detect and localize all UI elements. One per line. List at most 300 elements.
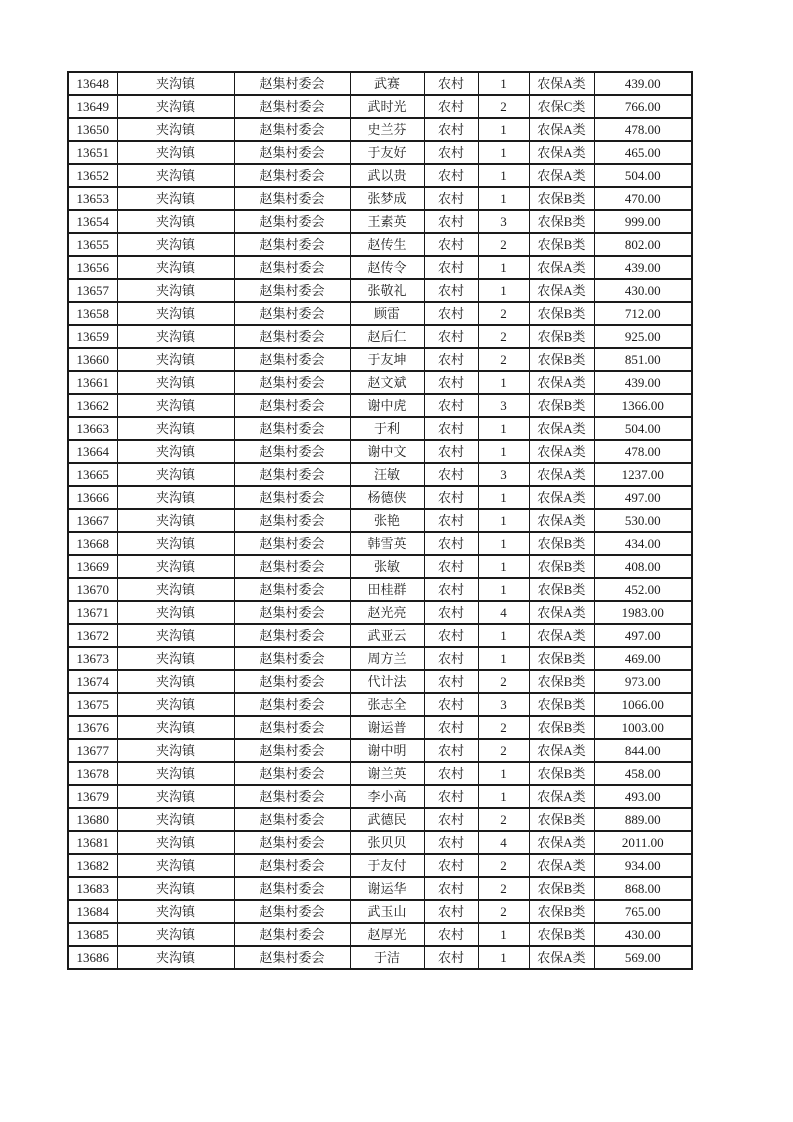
table-row: [68, 532, 692, 555]
cell-household-type: 农村: [424, 647, 478, 670]
cell-person-count: 1: [478, 118, 529, 141]
cell-town: 夹沟镇: [117, 854, 234, 877]
cell-town: 夹沟镇: [117, 555, 234, 578]
cell-town: 夹沟镇: [117, 371, 234, 394]
cell-insurance-category: 农保A类: [529, 486, 594, 509]
cell-person-count: 1: [478, 555, 529, 578]
cell-person-name: 田桂群: [350, 578, 424, 601]
table-row: [68, 877, 692, 900]
cell-person-name: 汪敏: [350, 463, 424, 486]
cell-insurance-category: 农保A类: [529, 946, 594, 969]
table-row: [68, 578, 692, 601]
cell-amount: 1983.00: [594, 601, 692, 624]
cell-amount: 430.00: [594, 279, 692, 302]
cell-serial-number: 13667: [68, 509, 117, 532]
cell-person-name: 谢兰英: [350, 762, 424, 785]
cell-household-type: 农村: [424, 877, 478, 900]
cell-household-type: 农村: [424, 463, 478, 486]
cell-town: 夹沟镇: [117, 647, 234, 670]
table-row: [68, 95, 692, 118]
cell-village-committee: 赵集村委会: [234, 808, 350, 831]
cell-town: 夹沟镇: [117, 900, 234, 923]
cell-serial-number: 13656: [68, 256, 117, 279]
cell-village-committee: 赵集村委会: [234, 279, 350, 302]
cell-household-type: 农村: [424, 509, 478, 532]
table-row: [68, 716, 692, 739]
cell-amount: 439.00: [594, 72, 692, 95]
cell-person-count: 2: [478, 877, 529, 900]
cell-household-type: 农村: [424, 739, 478, 762]
cell-insurance-category: 农保A类: [529, 371, 594, 394]
cell-village-committee: 赵集村委会: [234, 440, 350, 463]
cell-village-committee: 赵集村委会: [234, 854, 350, 877]
cell-household-type: 农村: [424, 256, 478, 279]
table-row: [68, 118, 692, 141]
cell-village-committee: 赵集村委会: [234, 394, 350, 417]
cell-household-type: 农村: [424, 601, 478, 624]
table-row: [68, 831, 692, 854]
cell-village-committee: 赵集村委会: [234, 716, 350, 739]
cell-person-count: 2: [478, 233, 529, 256]
cell-amount: 430.00: [594, 923, 692, 946]
table-row: [68, 900, 692, 923]
cell-amount: 478.00: [594, 440, 692, 463]
cell-insurance-category: 农保B类: [529, 877, 594, 900]
cell-town: 夹沟镇: [117, 325, 234, 348]
cell-serial-number: 13680: [68, 808, 117, 831]
cell-insurance-category: 农保A类: [529, 854, 594, 877]
cell-serial-number: 13674: [68, 670, 117, 693]
cell-person-name: 李小高: [350, 785, 424, 808]
cell-person-count: 1: [478, 164, 529, 187]
cell-household-type: 农村: [424, 95, 478, 118]
cell-person-name: 赵厚光: [350, 923, 424, 946]
cell-village-committee: 赵集村委会: [234, 831, 350, 854]
cell-amount: 766.00: [594, 95, 692, 118]
cell-insurance-category: 农保B类: [529, 187, 594, 210]
cell-village-committee: 赵集村委会: [234, 670, 350, 693]
cell-person-count: 1: [478, 72, 529, 95]
cell-insurance-category: 农保A类: [529, 601, 594, 624]
cell-amount: 765.00: [594, 900, 692, 923]
cell-household-type: 农村: [424, 118, 478, 141]
cell-village-committee: 赵集村委会: [234, 647, 350, 670]
cell-household-type: 农村: [424, 417, 478, 440]
cell-person-name: 谢运普: [350, 716, 424, 739]
cell-serial-number: 13663: [68, 417, 117, 440]
cell-serial-number: 13662: [68, 394, 117, 417]
cell-village-committee: 赵集村委会: [234, 256, 350, 279]
table-row: [68, 509, 692, 532]
cell-person-count: 2: [478, 854, 529, 877]
table-row: [68, 187, 692, 210]
cell-person-count: 1: [478, 486, 529, 509]
cell-village-committee: 赵集村委会: [234, 210, 350, 233]
table-row: [68, 624, 692, 647]
table-row: [68, 693, 692, 716]
cell-person-name: 谢中文: [350, 440, 424, 463]
cell-amount: 925.00: [594, 325, 692, 348]
cell-person-count: 2: [478, 670, 529, 693]
cell-person-count: 1: [478, 762, 529, 785]
cell-insurance-category: 农保B类: [529, 716, 594, 739]
cell-serial-number: 13659: [68, 325, 117, 348]
cell-town: 夹沟镇: [117, 785, 234, 808]
cell-person-count: 1: [478, 141, 529, 164]
cell-amount: 434.00: [594, 532, 692, 555]
cell-town: 夹沟镇: [117, 187, 234, 210]
cell-serial-number: 13677: [68, 739, 117, 762]
cell-insurance-category: 农保A类: [529, 141, 594, 164]
cell-person-count: 1: [478, 187, 529, 210]
cell-amount: 999.00: [594, 210, 692, 233]
cell-insurance-category: 农保B类: [529, 578, 594, 601]
cell-household-type: 农村: [424, 325, 478, 348]
cell-serial-number: 13669: [68, 555, 117, 578]
cell-town: 夹沟镇: [117, 417, 234, 440]
cell-household-type: 农村: [424, 187, 478, 210]
cell-town: 夹沟镇: [117, 256, 234, 279]
cell-serial-number: 13678: [68, 762, 117, 785]
cell-insurance-category: 农保B类: [529, 210, 594, 233]
cell-person-count: 1: [478, 946, 529, 969]
cell-household-type: 农村: [424, 72, 478, 95]
cell-insurance-category: 农保A类: [529, 118, 594, 141]
cell-town: 夹沟镇: [117, 141, 234, 164]
cell-household-type: 农村: [424, 233, 478, 256]
cell-amount: 1366.00: [594, 394, 692, 417]
cell-serial-number: 13665: [68, 463, 117, 486]
cell-amount: 868.00: [594, 877, 692, 900]
cell-amount: 844.00: [594, 739, 692, 762]
cell-amount: 712.00: [594, 302, 692, 325]
cell-amount: 458.00: [594, 762, 692, 785]
table-row: [68, 417, 692, 440]
cell-village-committee: 赵集村委会: [234, 762, 350, 785]
table-body: [68, 72, 692, 969]
cell-town: 夹沟镇: [117, 302, 234, 325]
cell-serial-number: 13670: [68, 578, 117, 601]
cell-household-type: 农村: [424, 854, 478, 877]
cell-insurance-category: 农保B类: [529, 555, 594, 578]
table-row: [68, 233, 692, 256]
cell-amount: 465.00: [594, 141, 692, 164]
cell-household-type: 农村: [424, 900, 478, 923]
cell-village-committee: 赵集村委会: [234, 946, 350, 969]
cell-town: 夹沟镇: [117, 440, 234, 463]
cell-town: 夹沟镇: [117, 118, 234, 141]
table-row: [68, 854, 692, 877]
cell-amount: 1003.00: [594, 716, 692, 739]
cell-person-name: 谢运华: [350, 877, 424, 900]
cell-village-committee: 赵集村委会: [234, 624, 350, 647]
cell-insurance-category: 农保B类: [529, 647, 594, 670]
cell-insurance-category: 农保A类: [529, 256, 594, 279]
cell-town: 夹沟镇: [117, 210, 234, 233]
cell-serial-number: 13681: [68, 831, 117, 854]
table-row: [68, 647, 692, 670]
cell-person-count: 3: [478, 210, 529, 233]
table-row: [68, 164, 692, 187]
table-row: [68, 808, 692, 831]
cell-household-type: 农村: [424, 371, 478, 394]
table-row: [68, 486, 692, 509]
table-row: [68, 670, 692, 693]
cell-person-count: 3: [478, 394, 529, 417]
table-row: [68, 946, 692, 969]
cell-insurance-category: 农保A类: [529, 831, 594, 854]
cell-person-name: 代计法: [350, 670, 424, 693]
cell-serial-number: 13664: [68, 440, 117, 463]
cell-insurance-category: 农保B类: [529, 394, 594, 417]
cell-person-count: 1: [478, 532, 529, 555]
cell-insurance-category: 农保B类: [529, 302, 594, 325]
cell-amount: 408.00: [594, 555, 692, 578]
cell-person-count: 1: [478, 279, 529, 302]
table-row: [68, 371, 692, 394]
cell-serial-number: 13657: [68, 279, 117, 302]
cell-household-type: 农村: [424, 831, 478, 854]
cell-insurance-category: 农保B类: [529, 325, 594, 348]
cell-village-committee: 赵集村委会: [234, 118, 350, 141]
cell-town: 夹沟镇: [117, 693, 234, 716]
cell-town: 夹沟镇: [117, 762, 234, 785]
cell-serial-number: 13672: [68, 624, 117, 647]
cell-person-count: 1: [478, 371, 529, 394]
cell-amount: 973.00: [594, 670, 692, 693]
cell-household-type: 农村: [424, 578, 478, 601]
cell-person-name: 王素英: [350, 210, 424, 233]
cell-household-type: 农村: [424, 808, 478, 831]
cell-person-name: 武时光: [350, 95, 424, 118]
cell-town: 夹沟镇: [117, 877, 234, 900]
cell-village-committee: 赵集村委会: [234, 463, 350, 486]
cell-household-type: 农村: [424, 394, 478, 417]
cell-town: 夹沟镇: [117, 923, 234, 946]
table-row: [68, 601, 692, 624]
cell-insurance-category: 农保A类: [529, 417, 594, 440]
cell-household-type: 农村: [424, 555, 478, 578]
cell-person-name: 武德民: [350, 808, 424, 831]
cell-insurance-category: 农保B类: [529, 693, 594, 716]
cell-amount: 493.00: [594, 785, 692, 808]
cell-person-name: 武以贵: [350, 164, 424, 187]
cell-amount: 569.00: [594, 946, 692, 969]
cell-town: 夹沟镇: [117, 532, 234, 555]
cell-amount: 802.00: [594, 233, 692, 256]
cell-village-committee: 赵集村委会: [234, 141, 350, 164]
cell-household-type: 农村: [424, 532, 478, 555]
cell-village-committee: 赵集村委会: [234, 877, 350, 900]
cell-person-name: 赵传生: [350, 233, 424, 256]
cell-person-name: 张梦成: [350, 187, 424, 210]
cell-person-name: 武亚云: [350, 624, 424, 647]
cell-town: 夹沟镇: [117, 739, 234, 762]
cell-serial-number: 13661: [68, 371, 117, 394]
cell-person-name: 于友付: [350, 854, 424, 877]
cell-amount: 439.00: [594, 256, 692, 279]
cell-insurance-category: 农保B类: [529, 532, 594, 555]
cell-insurance-category: 农保B类: [529, 670, 594, 693]
cell-village-committee: 赵集村委会: [234, 555, 350, 578]
cell-insurance-category: 农保B类: [529, 233, 594, 256]
cell-person-name: 韩雪英: [350, 532, 424, 555]
cell-person-count: 2: [478, 739, 529, 762]
table-row: [68, 440, 692, 463]
cell-amount: 497.00: [594, 486, 692, 509]
cell-person-count: 2: [478, 716, 529, 739]
cell-person-count: 1: [478, 624, 529, 647]
cell-person-name: 武玉山: [350, 900, 424, 923]
cell-person-name: 顾雷: [350, 302, 424, 325]
cell-household-type: 农村: [424, 210, 478, 233]
cell-person-name: 于友坤: [350, 348, 424, 371]
cell-village-committee: 赵集村委会: [234, 739, 350, 762]
cell-insurance-category: 农保B类: [529, 923, 594, 946]
table-row: [68, 256, 692, 279]
cell-town: 夹沟镇: [117, 509, 234, 532]
cell-household-type: 农村: [424, 302, 478, 325]
cell-village-committee: 赵集村委会: [234, 693, 350, 716]
cell-person-count: 4: [478, 601, 529, 624]
cell-person-name: 谢中明: [350, 739, 424, 762]
cell-insurance-category: 农保A类: [529, 509, 594, 532]
table-row: [68, 394, 692, 417]
table-row: [68, 463, 692, 486]
cell-person-name: 张志全: [350, 693, 424, 716]
cell-household-type: 农村: [424, 348, 478, 371]
table-row: [68, 785, 692, 808]
cell-household-type: 农村: [424, 762, 478, 785]
cell-amount: 2011.00: [594, 831, 692, 854]
cell-person-name: 于洁: [350, 946, 424, 969]
cell-amount: 934.00: [594, 854, 692, 877]
cell-amount: 452.00: [594, 578, 692, 601]
cell-person-count: 2: [478, 808, 529, 831]
cell-insurance-category: 农保B类: [529, 808, 594, 831]
cell-household-type: 农村: [424, 946, 478, 969]
cell-village-committee: 赵集村委会: [234, 486, 350, 509]
cell-household-type: 农村: [424, 486, 478, 509]
cell-insurance-category: 农保B类: [529, 348, 594, 371]
table-row: [68, 302, 692, 325]
cell-insurance-category: 农保A类: [529, 624, 594, 647]
cell-town: 夹沟镇: [117, 624, 234, 647]
cell-amount: 504.00: [594, 164, 692, 187]
cell-person-name: 赵文斌: [350, 371, 424, 394]
cell-amount: 504.00: [594, 417, 692, 440]
cell-person-count: 1: [478, 256, 529, 279]
cell-amount: 470.00: [594, 187, 692, 210]
cell-person-count: 1: [478, 647, 529, 670]
cell-person-name: 张敬礼: [350, 279, 424, 302]
table-row: [68, 739, 692, 762]
cell-amount: 497.00: [594, 624, 692, 647]
pension-payment-table: [67, 71, 693, 970]
cell-town: 夹沟镇: [117, 601, 234, 624]
cell-amount: 1237.00: [594, 463, 692, 486]
cell-serial-number: 13671: [68, 601, 117, 624]
cell-serial-number: 13679: [68, 785, 117, 808]
cell-person-name: 杨德侠: [350, 486, 424, 509]
cell-serial-number: 13654: [68, 210, 117, 233]
cell-serial-number: 13668: [68, 532, 117, 555]
cell-person-count: 2: [478, 95, 529, 118]
cell-village-committee: 赵集村委会: [234, 509, 350, 532]
cell-person-count: 2: [478, 900, 529, 923]
cell-person-count: 3: [478, 693, 529, 716]
cell-town: 夹沟镇: [117, 946, 234, 969]
cell-person-name: 张敏: [350, 555, 424, 578]
cell-person-name: 张艳: [350, 509, 424, 532]
cell-town: 夹沟镇: [117, 72, 234, 95]
table-row: [68, 923, 692, 946]
cell-village-committee: 赵集村委会: [234, 532, 350, 555]
cell-village-committee: 赵集村委会: [234, 923, 350, 946]
cell-village-committee: 赵集村委会: [234, 417, 350, 440]
cell-town: 夹沟镇: [117, 831, 234, 854]
cell-person-count: 1: [478, 417, 529, 440]
cell-village-committee: 赵集村委会: [234, 371, 350, 394]
cell-household-type: 农村: [424, 785, 478, 808]
cell-person-count: 1: [478, 509, 529, 532]
cell-village-committee: 赵集村委会: [234, 164, 350, 187]
table-row: [68, 555, 692, 578]
cell-insurance-category: 农保B类: [529, 900, 594, 923]
cell-person-name: 赵光亮: [350, 601, 424, 624]
cell-town: 夹沟镇: [117, 486, 234, 509]
cell-person-name: 谢中虎: [350, 394, 424, 417]
cell-village-committee: 赵集村委会: [234, 233, 350, 256]
cell-person-count: 1: [478, 785, 529, 808]
cell-insurance-category: 农保A类: [529, 164, 594, 187]
cell-amount: 469.00: [594, 647, 692, 670]
cell-serial-number: 13660: [68, 348, 117, 371]
cell-insurance-category: 农保A类: [529, 440, 594, 463]
cell-village-committee: 赵集村委会: [234, 72, 350, 95]
cell-serial-number: 13684: [68, 900, 117, 923]
cell-person-name: 于利: [350, 417, 424, 440]
cell-serial-number: 13655: [68, 233, 117, 256]
cell-person-name: 于友好: [350, 141, 424, 164]
cell-amount: 1066.00: [594, 693, 692, 716]
cell-household-type: 农村: [424, 440, 478, 463]
cell-amount: 439.00: [594, 371, 692, 394]
cell-amount: 851.00: [594, 348, 692, 371]
cell-insurance-category: 农保A类: [529, 72, 594, 95]
cell-serial-number: 13683: [68, 877, 117, 900]
cell-person-name: 张贝贝: [350, 831, 424, 854]
table-row: [68, 348, 692, 371]
cell-person-count: 1: [478, 578, 529, 601]
cell-village-committee: 赵集村委会: [234, 325, 350, 348]
cell-village-committee: 赵集村委会: [234, 578, 350, 601]
cell-town: 夹沟镇: [117, 279, 234, 302]
cell-village-committee: 赵集村委会: [234, 95, 350, 118]
cell-serial-number: 13682: [68, 854, 117, 877]
cell-village-committee: 赵集村委会: [234, 601, 350, 624]
cell-serial-number: 13685: [68, 923, 117, 946]
table-row: [68, 72, 692, 95]
cell-village-committee: 赵集村委会: [234, 785, 350, 808]
cell-town: 夹沟镇: [117, 95, 234, 118]
cell-serial-number: 13652: [68, 164, 117, 187]
cell-household-type: 农村: [424, 693, 478, 716]
cell-household-type: 农村: [424, 279, 478, 302]
cell-person-name: 武赛: [350, 72, 424, 95]
table-row: [68, 325, 692, 348]
cell-insurance-category: 农保B类: [529, 762, 594, 785]
